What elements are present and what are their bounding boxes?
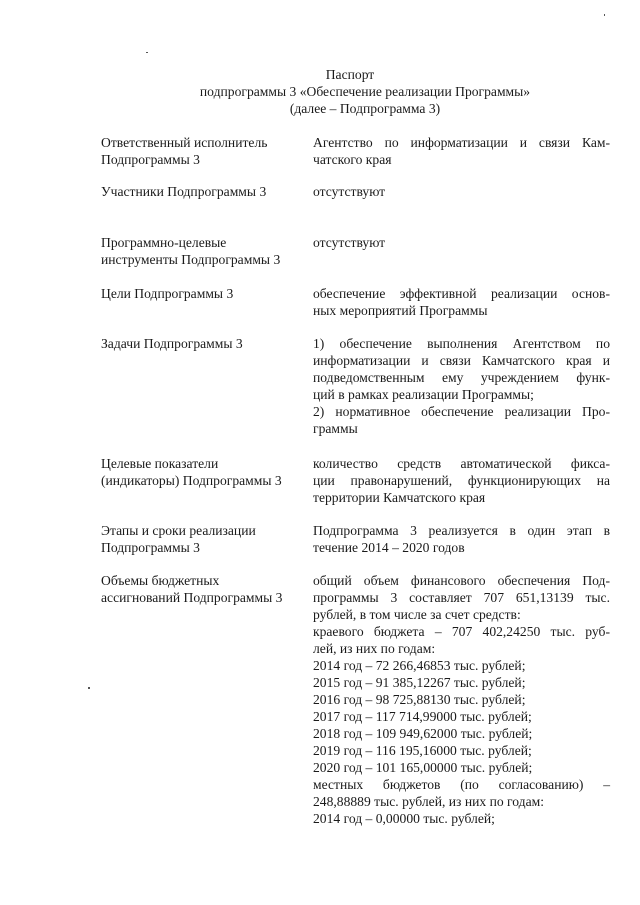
row-label-tasks: Задачи Подпрограммы 3	[101, 336, 243, 351]
row-label-goals: Цели Подпрограммы 3	[101, 286, 234, 301]
row-label-instruments: Программно-целевые инструменты Подпрограммы 3	[101, 235, 281, 267]
passport-title	[0, 66, 640, 117]
scan-speck	[88, 687, 90, 689]
scan-speck	[604, 14, 605, 16]
row-value-indicators: количество средств автоматической фикса- ции правонарушений, функционирующих на территории Камчатского края	[313, 456, 610, 505]
title-line-1: Паспорт	[325, 67, 375, 82]
row-value-budget: общий объем финансового обеспечения Под- программы 3 составляет 707 651,13139 тыс. рублей, в том числе за счет средств: краевого бюджета – 707 402,24250 тыс. руб- лей, из них по годам: 2014 год – 72 266,46853 тыс. рублей; 2015 год – 91 385,12267 тыс. рублей; 2016 год – 98 725,88130 тыс. рублей; 2017 год – 117 714,99000 тыс. рублей; 2018 год – 109 949,62000 тыс. рублей; 2019 год – 116 195,16000 тыс. рублей; 2020 год – 101 165,00000 тыс. рублей; местных бюджетов (по согласованию) – 248,88889 тыс. рублей, из них по годам: 2014 год – 0,00000 тыс. рублей;	[313, 573, 610, 826]
row-label-budget: Объемы бюджетных ассигнований Подпрограммы 3	[101, 573, 283, 605]
row-label-responsible: Ответственный исполнитель Подпрограммы 3	[101, 135, 268, 167]
row-label-participants: Участники Подпрограммы 3	[101, 184, 267, 199]
row-label-stages: Этапы и сроки реализации Подпрограммы 3	[101, 523, 256, 555]
row-value-goals: обеспечение эффективной реализации основ- ных мероприятий Программы	[313, 286, 610, 318]
title-line-3: (далее – Подпрограмма 3)	[289, 101, 441, 116]
row-value-participants: отсутствуют	[313, 184, 386, 199]
row-value-stages: Подпрограмма 3 реализуется в один этап в течение 2014 – 2020 годов	[313, 523, 610, 555]
title-line-2: подпрограммы 3 «Обеспечение реализации Программы»	[199, 84, 531, 99]
scan-speck	[146, 52, 148, 53]
row-label-indicators: Целевые показатели (индикаторы) Подпрограммы 3	[101, 456, 282, 488]
row-value-tasks: 1) обеспечение выполнения Агентством по информатизации и связи Камчатского края и подведомственным ему учреждением функ- ций в рамках реализации Программы; 2) нормативное обеспечение реализации Про- граммы	[313, 336, 610, 436]
row-value-responsible: Агентство по информатизации и связи Кам- чатского края	[313, 135, 610, 167]
row-value-instruments: отсутствуют	[313, 235, 386, 250]
